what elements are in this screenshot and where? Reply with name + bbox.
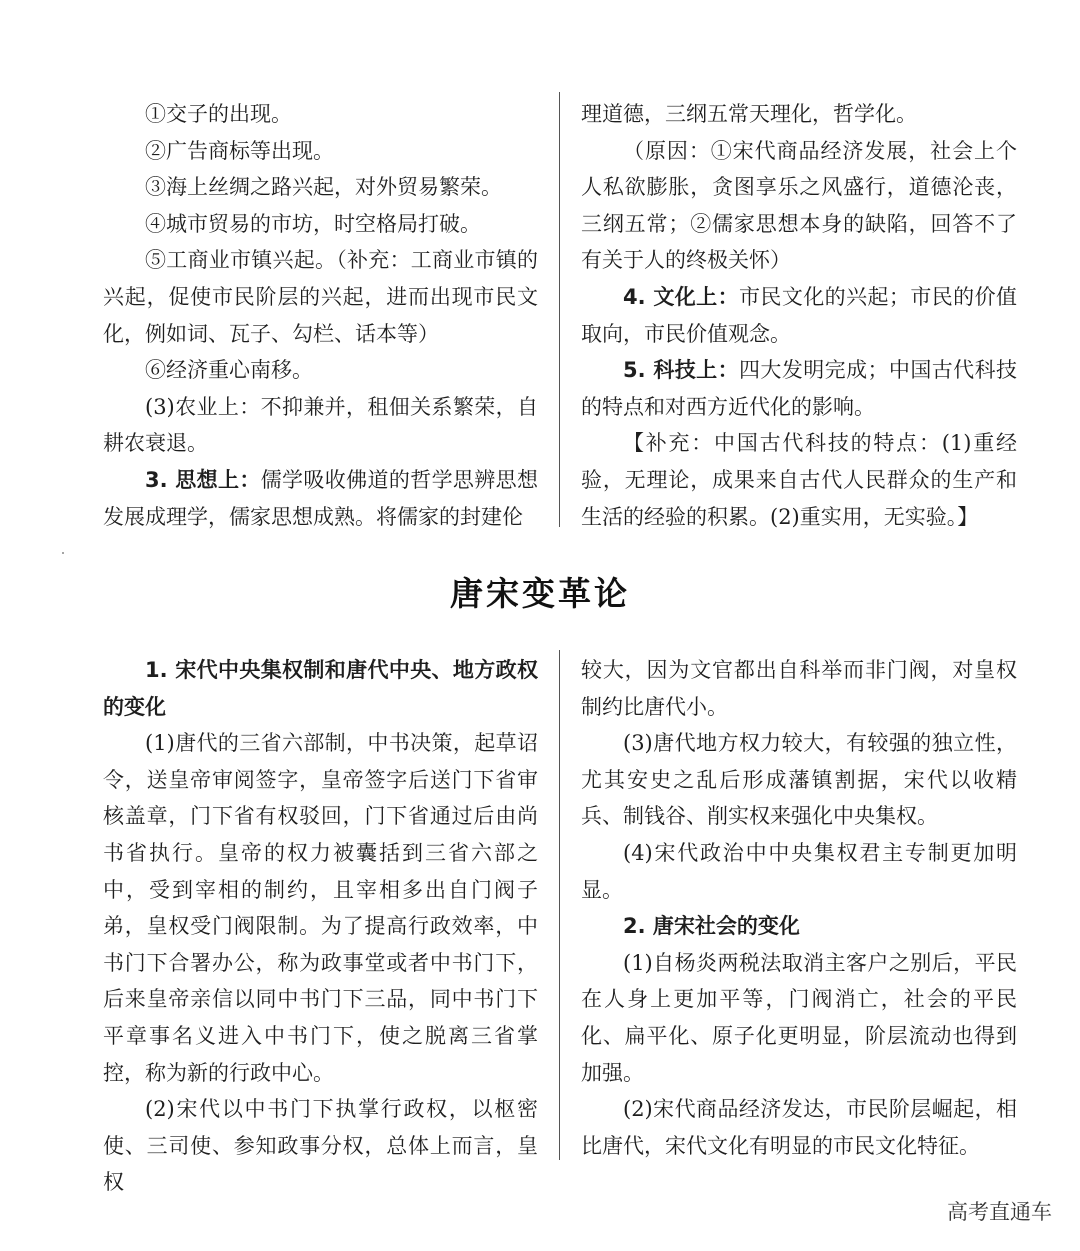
column-divider [559, 650, 560, 1160]
paragraph: (3)农业上：不抑兼并，租佃关系繁荣，自耕农衰退。 [103, 394, 538, 456]
paragraph: (4)宋代政治中中央集权君主专制更加明显。 [581, 840, 1017, 902]
scan-speck [62, 552, 64, 554]
paragraph: 【补充：中国古代科技的特点：(1)重经验，无理论，成果来自古代人民群众的生产和生活的经验的积累。(2)重实用，无实验。】 [581, 431, 1017, 529]
paragraph: ③海上丝绸之路兴起，对外贸易繁荣。 [145, 175, 502, 200]
paragraph: ⑥经济重心南移。 [145, 358, 313, 383]
subheading: 1. 宋代中央集权制和唐代中央、地方政权的变化 [103, 658, 538, 719]
paragraph: 较大，因为文官都出自科举而非门阀，对皇权制约比唐代小。 [581, 658, 1017, 719]
paragraph: ④城市贸易的市坊，时空格局打破。 [145, 211, 481, 236]
watermark-text: 高考直通车 [947, 1200, 1052, 1224]
paragraph: （原因：①宋代商品经济发展，社会上个人私欲膨胀，贪图享乐之风盛行，道德沦丧，三纲五常；②儒家思想本身的缺陷，回答不了有关于人的终极关怀） [581, 138, 1017, 273]
top-left-column [103, 96, 538, 535]
top-right-column [581, 96, 1017, 535]
paragraph: ①交子的出现。 [145, 102, 292, 126]
paragraph-text: 儒学吸收佛道的哲学思辨思想发展成理学，儒家思想成熟。将儒家的封建伦 [103, 467, 539, 529]
subheading: 2. 唐宋社会的变化 [623, 914, 800, 939]
paragraph: 理道德，三纲五常天理化，哲学化。 [581, 102, 917, 126]
paragraph: ⑤工商业市镇兴起。（补充：工商业市镇的兴起，促使市民阶层的兴起，进而出现市民文化，例如词、瓦子、勾栏、话本等） [103, 248, 538, 346]
paragraph: ②广告商标等出现。 [145, 138, 334, 163]
paragraph: (2)宋代商品经济发达，市民阶层崛起，相比唐代，宋代文化有明显的市民文化特征。 [581, 1097, 1017, 1158]
paragraph-text: 市民文化的兴起；市民的价值取向，市民价值观念。 [581, 284, 1018, 346]
bottom-right-column [581, 652, 1017, 1164]
paragraph [103, 462, 538, 535]
paragraph: (1)自杨炎两税法取消主客户之别后，平民在人身上更加平等，门阀消亡，社会的平民化、扁平化、原子化更明显，阶层流动也得到加强。 [581, 950, 1017, 1085]
column-divider [559, 92, 560, 527]
section-title: 唐宋变革论 [450, 574, 630, 613]
section-label: 3. 思想上： [145, 467, 261, 492]
paragraph [581, 352, 1017, 425]
paragraph-text: 四大发明完成；中国古代科技的特点和对西方近代化的影响。 [581, 358, 1018, 419]
section-label: 5. 科技上： [623, 358, 739, 383]
section-label: 4. 文化上： [623, 284, 739, 309]
paragraph: (1)唐代的三省六部制，中书决策，起草诏令，送皇帝审阅签字，皇帝签字后送门下省审核盖章，门下省有权驳回，门下省通过后由尚书省执行。皇帝的权力被囊括到三省六部之中，受到宰相的制约，且宰相多出自门阀子弟，皇权受门阀限制。为了提高行政效率，中书门下合署办公，称为政事堂或者中书门下，后来皇帝亲信以同中书门下三品，同中书门下平章事名义进入中书门下，使之脱离三省掌控，称为新的行政中心。 [103, 731, 538, 1085]
paragraph: (2)宋代以中书门下执掌行政权，以枢密使、三司使、参知政事分权，总体上而言，皇权 [103, 1097, 538, 1195]
paragraph [581, 279, 1017, 352]
bottom-left-column [103, 652, 538, 1201]
paragraph: (3)唐代地方权力较大，有较强的独立性，尤其安史之乱后形成藩镇割据，宋代以收精兵、制钱谷、削实权来强化中央集权。 [581, 731, 1017, 829]
